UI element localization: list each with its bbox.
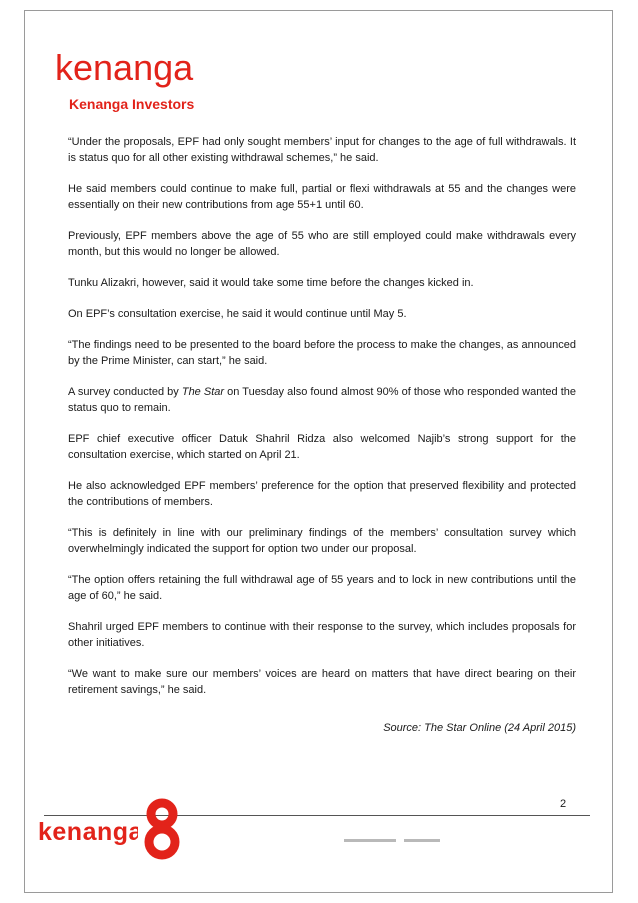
- source-citation: Source: The Star Online (24 April 2015): [383, 722, 576, 734]
- paragraph: On EPF’s consultation exercise, he said it would continue until May 5.: [68, 308, 407, 320]
- paragraph: EPF chief executive officer Datuk Shahril Ridza also welcomed Najib’s strong support for the consultation exercise, which started on April 21.: [68, 433, 576, 461]
- footer-accent-bars: [344, 839, 440, 843]
- paragraph: He said members could continue to make full, partial or flexi withdrawals at 55 and the changes were essentially on their new contributions from age 55+1 until 60.: [68, 183, 576, 211]
- footer-logo: [38, 816, 138, 857]
- paragraph: “Under the proposals, EPF had only sought members’ input for changes to the age of full withdrawals. It is status quo for all other existing withdrawal schemes,” he said.: [68, 136, 576, 164]
- paragraph: “We want to make sure our members’ voices are heard on matters that have direct bearing on their retirement savings,” he said.: [68, 668, 576, 696]
- paragraph: “The option offers retaining the full withdrawal age of 55 years and to lock in new contributions until the age of 60,” he said.: [68, 574, 576, 602]
- article-body: [68, 134, 576, 713]
- publication-name: The Star: [181, 386, 225, 398]
- svg-text:kenanga: kenanga: [38, 818, 138, 846]
- paragraph-survey: [68, 384, 576, 416]
- paragraph: “The findings need to be presented to the board before the process to make the changes, as announced by the Prime Minister, can start,” he said.: [68, 339, 576, 367]
- survey-text-end: on Tuesday also found almost 90% of those who responded wanted the status quo to remain.: [68, 386, 577, 414]
- kenanga-logo-icon: [55, 50, 211, 90]
- page-number: 2: [560, 798, 567, 810]
- footer-kenanga-logo-icon: [38, 816, 138, 850]
- paragraph: Previously, EPF members above the age of 55 who are still employed could make withdrawals every month, but this would no longer be allowed.: [68, 230, 576, 258]
- paragraph: “This is definitely in line with our preliminary findings of the members’ consultation survey which overwhelmingly indicated the support for option two under our proposal.: [68, 527, 576, 555]
- logo-subtitle: Kenanga Investors: [69, 96, 195, 112]
- svg-text:kenanga: kenanga: [55, 50, 194, 88]
- paragraph: Tunku Alizakri, however, said it would take some time before the changes kicked in.: [68, 277, 474, 289]
- kenanga-eight-emblem-icon: [140, 798, 184, 860]
- survey-text-start: A survey conducted by: [68, 386, 182, 398]
- paragraph: Shahril urged EPF members to continue with their response to the survey, which includes proposals for other initiatives.: [68, 621, 576, 649]
- paragraph: He also acknowledged EPF members’ preference for the option that preserved flexibility and protected the contributions of members.: [68, 480, 576, 508]
- header-logo: [55, 50, 211, 95]
